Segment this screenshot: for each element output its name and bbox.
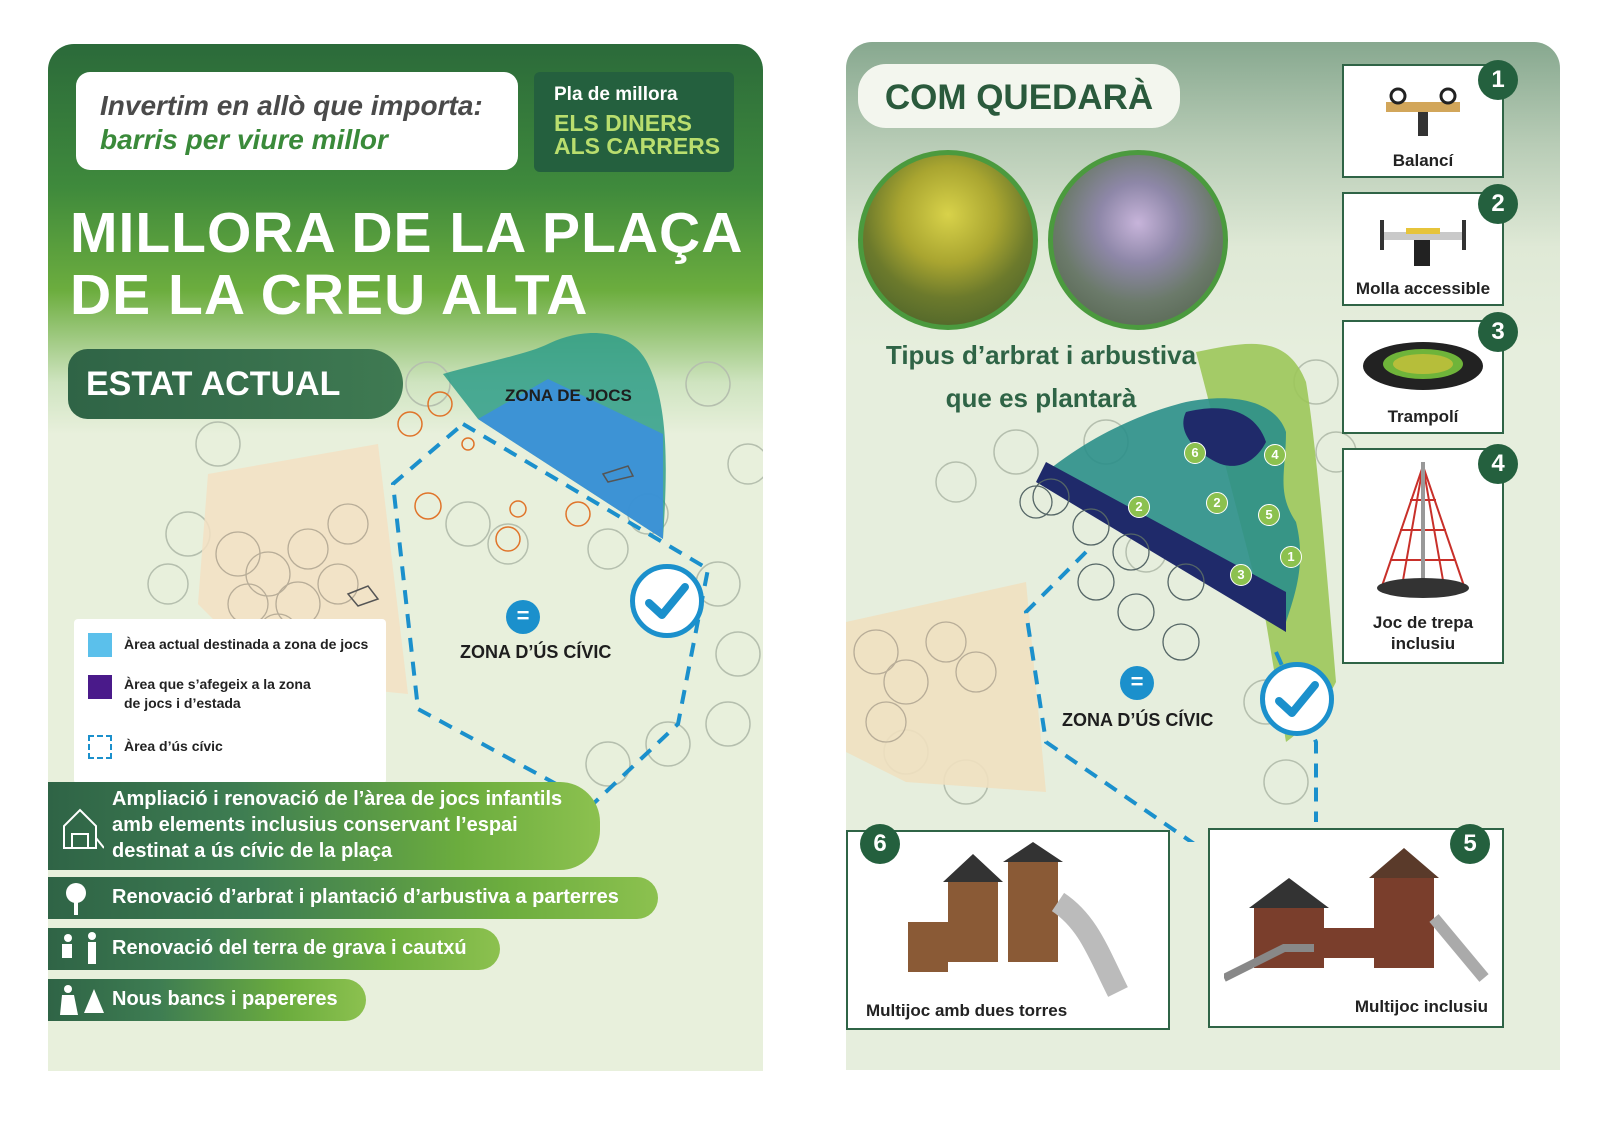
equipment-1-label: Balancí [1392, 151, 1454, 170]
action-bar-ground [48, 928, 500, 970]
legend-text-play: Àrea actual destinada a zona de jocs [124, 636, 369, 652]
legend-swatch-added [88, 675, 112, 699]
map-marker-2a: 2 [1128, 496, 1150, 518]
equipment-5-label: Multijoc inclusiu [1354, 997, 1488, 1016]
equipment-2-label: Molla accessible [1355, 279, 1491, 298]
equipment-4-label-1: Joc de trepa [1372, 613, 1474, 632]
action-text-ground: Renovació del terra de grava i cautxú [112, 937, 467, 959]
map-marker-6: 6 [1184, 442, 1206, 464]
action-playground-line-2: amb elements inclusius conservant l’espai [112, 814, 518, 836]
multiplay-two-towers-image [888, 842, 1138, 1002]
map-marker-1: 1 [1280, 546, 1302, 568]
equipment-4-label [1344, 612, 1502, 654]
action-playground-line-3: destinat a ús cívic de la plaça [112, 840, 393, 862]
worker-icon [56, 932, 104, 966]
legend-text-added-1: Àrea que s’afegeix a la zona [124, 676, 311, 692]
legend-text-added [124, 675, 311, 713]
equipment-card-4 [1342, 448, 1504, 664]
equipment-1-number: 1 [1478, 60, 1518, 100]
map-legend [74, 619, 386, 784]
equipment-card-6 [846, 830, 1170, 1030]
plan-brand [554, 112, 720, 158]
tree-icon [56, 881, 96, 915]
trampoline-image [1358, 336, 1488, 396]
slogan-box [76, 72, 518, 170]
slogan-line-2: barris per viure millor [100, 124, 388, 155]
play-zone-label: ZONA DE JOCS [505, 386, 632, 405]
action-text-playground [112, 786, 562, 864]
playground-icon [56, 804, 104, 852]
climbing-net-image [1368, 460, 1478, 610]
slogan-line-1: Invertim en allò que importa: [100, 90, 483, 121]
spring-rider-image [1368, 210, 1478, 272]
equipment-3-number: 3 [1478, 312, 1518, 352]
inclusive-multiplay-image [1224, 838, 1494, 998]
equipment-6-label: Multijoc amb dues torres [866, 1001, 1068, 1020]
left-panel-current-state [48, 44, 763, 1071]
civic-equal-icon: = [506, 600, 540, 634]
title-line-1: MILLORA DE LA PLAÇA [70, 201, 744, 265]
action-text-benches: Nous bancs i papereres [112, 988, 338, 1010]
future-state-text: COM QUEDARÀ [884, 78, 1154, 117]
equipment-2-number: 2 [1478, 184, 1518, 224]
action-bar-playground [48, 782, 600, 870]
legend-text-civic: Àrea d’ús cívic [124, 738, 223, 754]
current-state-text: ESTAT ACTUAL [86, 365, 341, 403]
legend-swatch-play [88, 633, 112, 657]
plan-label: Pla de millora [554, 84, 678, 105]
tree-photo [858, 150, 1038, 330]
title-line-2: DE LA CREU ALTA [70, 263, 589, 327]
civic-equal-icon-right: = [1120, 666, 1154, 700]
equipment-4-number: 4 [1478, 444, 1518, 484]
current-state-label [68, 349, 403, 419]
equipment-4-label-2: inclusiu [1390, 634, 1456, 653]
future-state-label [858, 64, 1180, 128]
equipment-3-label: Trampolí [1387, 407, 1459, 426]
check-icon-right [1260, 662, 1334, 736]
map-marker-2b: 2 [1206, 492, 1228, 514]
plants-caption-line-1: Tipus d’arbrat i arbustiva [885, 340, 1197, 370]
action-bar-benches [48, 979, 366, 1021]
right-panel-future-state [846, 42, 1560, 1070]
plan-brand-line-1: ELS DINERS [554, 110, 693, 136]
legend-swatch-civic [88, 735, 112, 759]
plan-brand-box [534, 72, 734, 172]
plants-caption [876, 334, 1206, 420]
map-marker-3: 3 [1230, 564, 1252, 586]
page-title [70, 202, 743, 326]
civic-zone-label: ZONA D’ÚS CÍVIC [460, 642, 612, 662]
check-icon [630, 564, 704, 638]
equipment-5-number: 5 [1450, 824, 1490, 864]
civic-zone-label-right: ZONA D’ÚS CÍVIC [1062, 710, 1214, 730]
construction-icon [56, 983, 104, 1017]
plan-brand-line-2: ALS CARRERS [554, 133, 721, 159]
shrub-photo [1048, 150, 1228, 330]
plants-caption-line-2: que es plantarà [945, 383, 1137, 413]
map-marker-4: 4 [1264, 444, 1286, 466]
legend-text-added-2: de jocs i d’estada [124, 695, 241, 711]
action-text-trees: Renovació d’arbrat i plantació d’arbustiva a parterres [112, 886, 619, 908]
action-bar-trees [48, 877, 658, 919]
rocker-image [1378, 84, 1468, 144]
action-playground-line-1: Ampliació i renovació de l’àrea de jocs infantils [112, 788, 563, 810]
map-marker-5: 5 [1258, 504, 1280, 526]
equipment-6-number: 6 [860, 824, 900, 864]
